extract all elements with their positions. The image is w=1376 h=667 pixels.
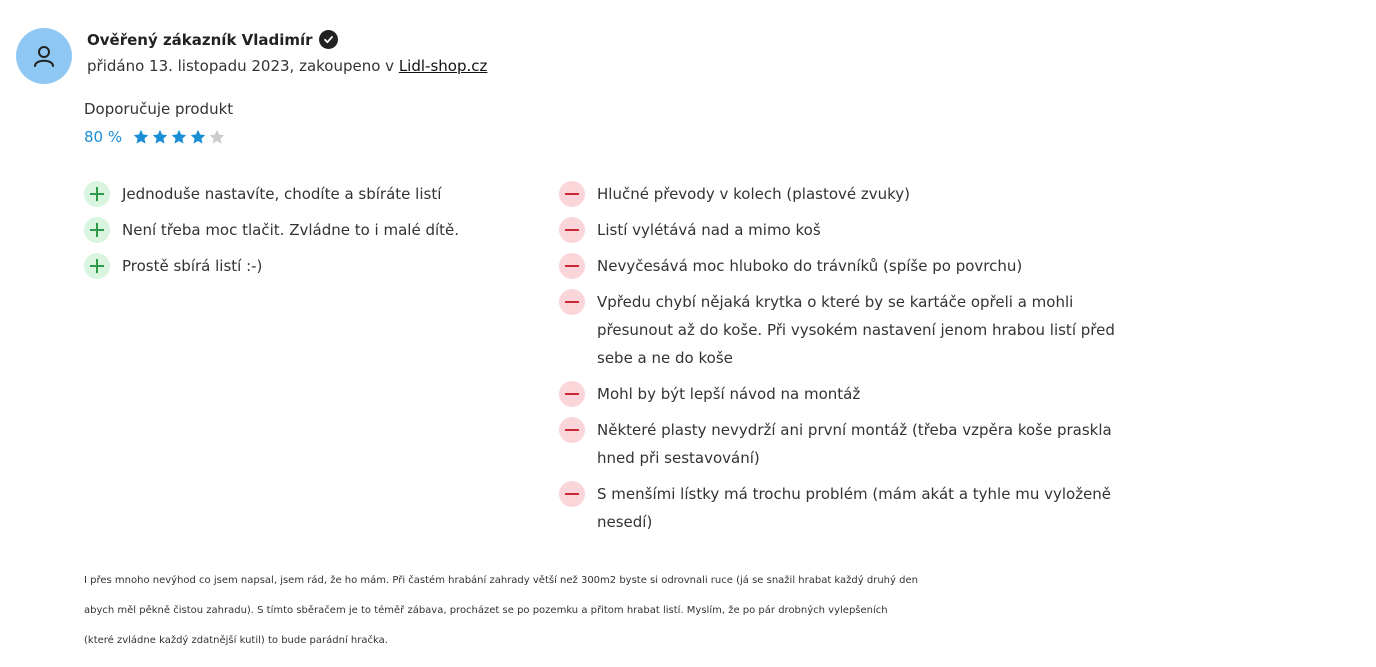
star-icon — [170, 128, 188, 146]
pro-item — [84, 216, 544, 244]
rating-percent: 80 % — [84, 128, 123, 146]
pro-text: Jednoduše nastavíte, chodíte a sbíráte listí — [122, 185, 442, 203]
plus-icon — [84, 253, 110, 279]
con-text: Hlučné převody v kolech (plastové zvuky) — [597, 185, 911, 203]
shop-link[interactable]: Lidl-shop.cz — [398, 57, 488, 75]
star-rating — [132, 128, 226, 146]
check-circle-icon — [319, 30, 338, 49]
review-text — [84, 566, 1374, 656]
review-text-line: I přes mnoho nevýhod co jsem napsal, jsem rád, že ho mám. Při častém hrabání zahrady větší než 300m2 byste si odrovnali ruce (já se snažil hrabat každý druhý den — [84, 575, 918, 586]
star-icon — [132, 128, 150, 146]
star-icon — [208, 128, 226, 146]
review-text-line: (které zvládne každý zdatnější kutil) to bude parádní hračka. — [84, 635, 388, 646]
con-item — [559, 216, 1149, 244]
star-icon — [151, 128, 169, 146]
rating — [84, 128, 226, 146]
review-date-text: přidáno 13. listopadu 2023, zakoupeno v — [87, 57, 399, 75]
pro-item — [84, 180, 544, 208]
avatar — [16, 28, 72, 84]
minus-icon — [559, 181, 585, 207]
recommendation-label: Doporučuje produkt — [84, 100, 234, 118]
con-item — [559, 288, 1149, 372]
con-text: Nevyčesává moc hluboko do trávníků (spíše po povrchu) — [597, 257, 1023, 275]
review-meta — [87, 57, 487, 75]
user-icon — [33, 44, 55, 68]
plus-icon — [84, 181, 110, 207]
con-text: Mohl by být lepší návod na montáž — [597, 385, 861, 403]
minus-icon — [559, 253, 585, 279]
minus-icon — [559, 289, 585, 315]
minus-icon — [559, 381, 585, 407]
plus-icon — [84, 217, 110, 243]
con-item — [559, 252, 1149, 280]
pro-text: Prostě sbírá listí :-) — [122, 257, 263, 275]
con-item — [559, 480, 1149, 536]
pro-text: Není třeba moc tlačit. Zvládne to i malé dítě. — [122, 221, 460, 239]
con-item — [559, 380, 1149, 408]
con-item — [559, 180, 1149, 208]
minus-icon — [559, 417, 585, 443]
con-text: S menšími lístky má trochu problém (mám akát a tyhle mu vyloženě nesedí) — [597, 485, 1112, 531]
minus-icon — [559, 481, 585, 507]
reviewer-name: Ověřený zákazník Vladimír — [87, 30, 313, 49]
cons-list — [559, 180, 1149, 544]
pro-item — [84, 252, 544, 280]
con-text: Některé plasty nevydrží ani první montáž (třeba vzpěra koše praskla hned při sestavování) — [597, 421, 1112, 467]
reviewer-name-row — [87, 30, 338, 49]
con-text: Listí vylétává nad a mimo koš — [597, 221, 821, 239]
pros-list — [84, 180, 544, 288]
con-text: Vpředu chybí nějaká krytka o které by se kartáče opřeli a mohli přesunout až do koše. Při vysokém nastavení jenom hrabou listí před sebe a ne do koše — [597, 293, 1115, 367]
minus-icon — [559, 217, 585, 243]
star-icon — [189, 128, 207, 146]
review-text-line: abych měl pěkně čistou zahradu). S tímto sběračem je to téměř zábava, procházet se po pozemku a přitom hrabat listí. Myslím, že po pár drobných vylepšeních — [84, 605, 888, 616]
con-item — [559, 416, 1149, 472]
